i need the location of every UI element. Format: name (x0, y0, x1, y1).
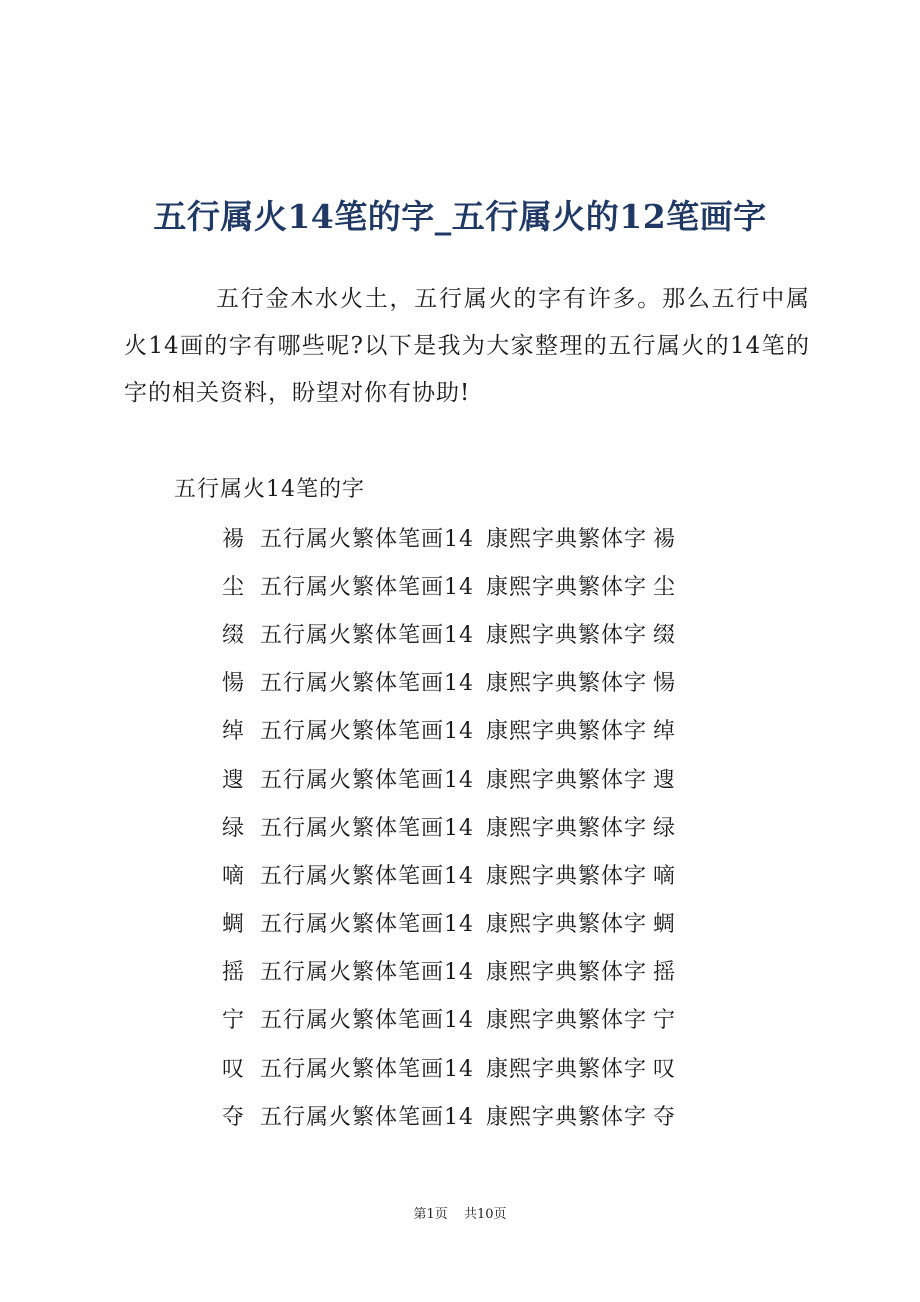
kangxi-label: 康熙字典繁体字 (486, 960, 648, 986)
page-footer (0, 1205, 920, 1225)
character: 尘 (222, 574, 246, 600)
list-item (222, 706, 742, 754)
list-item (222, 947, 742, 995)
traditional-character: 宁 (653, 1008, 677, 1034)
stroke-description: 五行属火繁体笔画14 (260, 622, 474, 648)
list-item (222, 995, 742, 1043)
kangxi-label: 康熙字典繁体字 (486, 767, 648, 793)
stroke-description: 五行属火繁体笔画14 (260, 912, 474, 938)
stroke-description: 五行属火繁体笔画14 (260, 1056, 474, 1082)
kangxi-label: 康熙字典繁体字 (486, 1056, 648, 1082)
list-item (222, 754, 742, 802)
traditional-character: 禓 (653, 526, 677, 552)
kangxi-label: 康熙字典繁体字 (486, 912, 648, 938)
character: 蜩 (222, 912, 246, 938)
kangxi-label: 康熙字典繁体字 (486, 1104, 648, 1130)
character: 禓 (222, 526, 246, 552)
stroke-description: 五行属火繁体笔画14 (260, 767, 474, 793)
stroke-description: 五行属火繁体笔画14 (260, 1104, 474, 1130)
kangxi-label: 康熙字典繁体字 (486, 671, 648, 697)
traditional-character: 夺 (653, 1104, 677, 1130)
traditional-character: 叹 (653, 1056, 677, 1082)
character: 愓 (222, 671, 246, 697)
kangxi-label: 康熙字典繁体字 (486, 622, 648, 648)
traditional-character: 绰 (653, 719, 677, 745)
page-title: 五行属火14笔的字_五行属火的12笔画字 (153, 197, 767, 236)
stroke-description: 五行属火繁体笔画14 (260, 671, 474, 697)
intro-paragraph: 五行金木水火土，五行属火的字有许多。那么五行中属火14画的字有哪些呢?以下是我为大家整理的五行属火的14笔的字的相关资料，盼望对你有协助! (124, 286, 810, 406)
stroke-description: 五行属火繁体笔画14 (260, 526, 474, 552)
character: 宁 (222, 1008, 246, 1034)
kangxi-label: 康熙字典繁体字 (486, 1008, 648, 1034)
character: 绿 (222, 815, 246, 841)
list-item (222, 850, 742, 898)
stroke-description: 五行属火繁体笔画14 (260, 815, 474, 841)
character: 缀 (222, 622, 246, 648)
list-item (222, 658, 742, 706)
kangxi-label: 康熙字典繁体字 (486, 574, 648, 600)
traditional-character: 遚 (653, 767, 677, 793)
kangxi-label: 康熙字典繁体字 (486, 863, 648, 889)
traditional-character: 嘀 (653, 863, 677, 889)
kangxi-label: 康熙字典繁体字 (486, 719, 648, 745)
stroke-description: 五行属火繁体笔画14 (260, 574, 474, 600)
stroke-description: 五行属火繁体笔画14 (260, 960, 474, 986)
stroke-description: 五行属火繁体笔画14 (260, 863, 474, 889)
list-item (222, 561, 742, 609)
character: 叹 (222, 1056, 246, 1082)
page-number: 第1页 (413, 1207, 448, 1222)
page-total: 共10页 (463, 1207, 507, 1222)
traditional-character: 蜩 (653, 912, 677, 938)
list-item (222, 1091, 742, 1139)
traditional-character: 愓 (653, 671, 677, 697)
stroke-description: 五行属火繁体笔画14 (260, 719, 474, 745)
character-list (222, 513, 742, 1139)
character: 绰 (222, 719, 246, 745)
kangxi-label: 康熙字典繁体字 (486, 815, 648, 841)
traditional-character: 摇 (653, 960, 677, 986)
list-item (222, 513, 742, 561)
traditional-character: 缀 (653, 622, 677, 648)
list-item (222, 609, 742, 657)
character: 夺 (222, 1104, 246, 1130)
list-item (222, 1043, 742, 1091)
character: 遚 (222, 767, 246, 793)
traditional-character: 绿 (653, 815, 677, 841)
list-item (222, 899, 742, 947)
character: 摇 (222, 960, 246, 986)
traditional-character: 尘 (653, 574, 677, 600)
kangxi-label: 康熙字典繁体字 (486, 526, 648, 552)
section-heading: 五行属火14笔的字 (174, 477, 365, 502)
list-item (222, 802, 742, 850)
character: 嘀 (222, 863, 246, 889)
stroke-description: 五行属火繁体笔画14 (260, 1008, 474, 1034)
